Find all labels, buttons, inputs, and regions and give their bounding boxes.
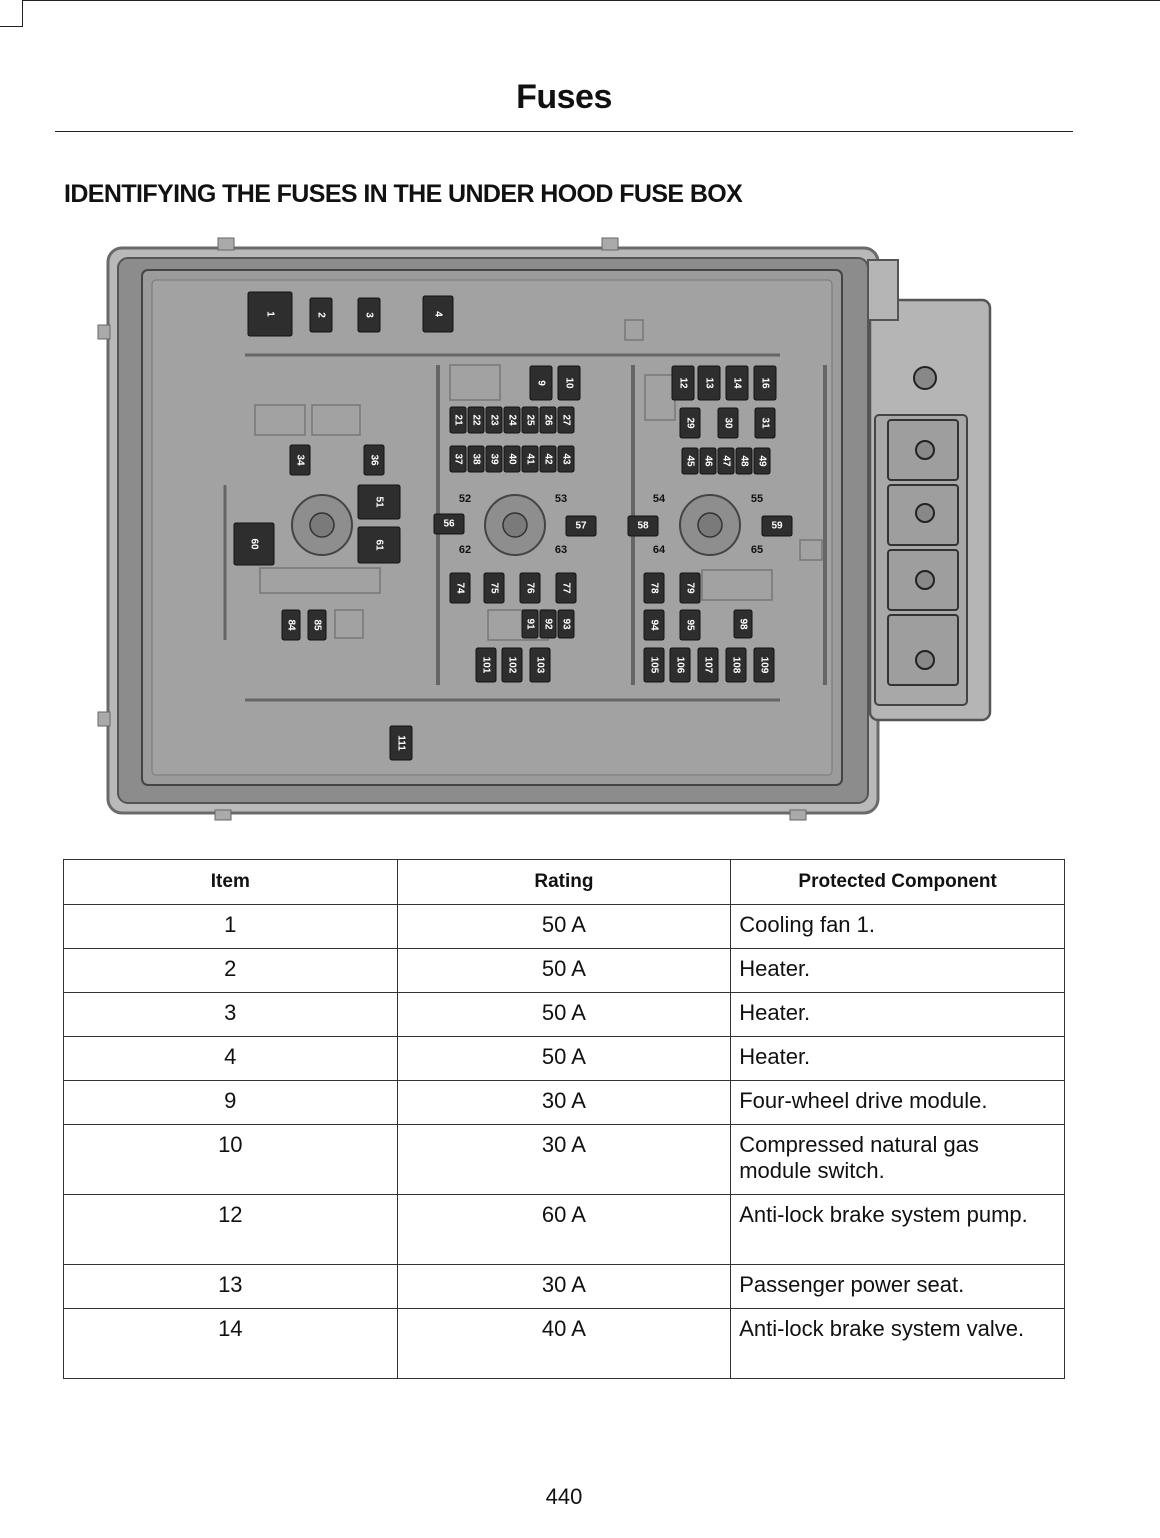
page-title: Fuses [516, 78, 612, 116]
fuse-103 [530, 648, 550, 682]
mount-tab [98, 325, 110, 339]
fuse-51 [358, 485, 400, 519]
cell-rating: 40 A [397, 1309, 731, 1379]
fuse-95 [680, 610, 700, 640]
fuse-label: 31 [759, 417, 771, 429]
fuse-label: 26 [542, 414, 554, 426]
column-header-component: Protected Component [731, 860, 1065, 905]
fuse-13 [698, 366, 720, 400]
fuse-49 [754, 448, 770, 474]
fuse-29 [680, 408, 700, 438]
fuse-58 [628, 516, 658, 536]
fuse-65 [751, 544, 763, 556]
fuse-25 [522, 407, 538, 433]
fuse-label: 27 [560, 414, 572, 426]
fuse-85 [308, 610, 326, 640]
table-row [64, 1309, 1065, 1379]
fuse-label: 105 [648, 656, 660, 674]
fuse-label: 36 [368, 454, 380, 466]
fuse-label: 106 [674, 656, 686, 674]
fuse-label: 93 [560, 618, 572, 630]
cell-item: 14 [64, 1309, 398, 1379]
fuse-42 [540, 446, 556, 472]
mount-tab [218, 238, 234, 250]
crop-line [22, 0, 1160, 1]
fuse-label: 64 [652, 544, 666, 556]
fuse-74 [450, 573, 470, 603]
cell-rating: 30 A [397, 1265, 731, 1309]
fuse-101 [476, 648, 496, 682]
fuse-label: 109 [758, 656, 770, 674]
table-row [64, 1081, 1065, 1125]
fuse-label: 78 [648, 582, 660, 594]
fuse-75 [484, 573, 504, 603]
fuse-46 [700, 448, 716, 474]
cell-component: Cooling fan 1. [731, 905, 1065, 949]
fuse-26 [540, 407, 556, 433]
fuse-label: 94 [648, 619, 660, 631]
fuse-label: 57 [575, 520, 587, 532]
fuse-92 [540, 610, 556, 638]
fuse-label: 52 [458, 493, 472, 505]
fuse-label: 107 [702, 656, 714, 674]
fuse-label: 58 [637, 520, 649, 532]
fuse-label: 45 [684, 455, 696, 467]
fuse-108 [726, 648, 746, 682]
fuse-61 [358, 527, 400, 563]
fuse-label: 38 [470, 453, 482, 465]
fuse-label: 23 [488, 414, 500, 426]
fuse-label: 9 [535, 380, 547, 386]
cell-component: Four-wheel drive module. [731, 1081, 1065, 1125]
fuse-label: 47 [720, 455, 732, 467]
fuse-12 [672, 366, 694, 400]
cell-component: Anti-lock brake system valve. [731, 1309, 1065, 1379]
cell-item: 3 [64, 993, 398, 1037]
fuse-label: 29 [684, 417, 696, 429]
fuse-label: 1 [264, 311, 276, 317]
fuse-78 [644, 573, 664, 603]
fuse-label: 76 [524, 582, 536, 594]
fuse-56 [434, 514, 464, 534]
fuse-52 [459, 493, 471, 505]
fuse-label: 46 [702, 455, 714, 467]
fuse-label: 41 [524, 453, 536, 465]
fuse-label: 21 [452, 414, 464, 426]
fuse-39 [486, 446, 502, 472]
cell-component: Heater. [731, 949, 1065, 993]
connector-latch [868, 260, 898, 320]
cell-item: 13 [64, 1265, 398, 1309]
fuse-47 [718, 448, 734, 474]
fuse-24 [504, 407, 520, 433]
fuse-label: 24 [506, 414, 518, 426]
fuse-93 [558, 610, 574, 638]
fuse-98 [734, 610, 752, 638]
fuse-label: 98 [737, 618, 749, 630]
fuse-64 [653, 544, 666, 556]
cell-rating: 50 A [397, 905, 731, 949]
fuse-48 [736, 448, 752, 474]
fuse-109 [754, 648, 774, 682]
fuse-label: 102 [506, 656, 518, 674]
fuse-label: 65 [750, 544, 764, 556]
mount-tab [98, 712, 110, 726]
fuse-111 [390, 726, 412, 760]
fuse-30 [718, 408, 738, 438]
fuse-label: 22 [470, 414, 482, 426]
cell-rating: 50 A [397, 993, 731, 1037]
fuse-79 [680, 573, 700, 603]
fuse-36 [364, 445, 384, 475]
fuse-38 [468, 446, 484, 472]
fuse-16 [754, 366, 776, 400]
fuse-59 [762, 516, 792, 536]
fuse-label: 16 [759, 377, 771, 389]
cell-component: Heater. [731, 993, 1065, 1037]
fuse-label: 60 [248, 538, 260, 550]
fuse-label: 91 [524, 618, 536, 630]
fuse-label: 75 [488, 582, 500, 594]
fuse-label: 95 [684, 619, 696, 631]
fuse-45 [682, 448, 698, 474]
fuse-63 [555, 544, 567, 556]
fuse-107 [698, 648, 718, 682]
fuse-label: 59 [771, 520, 783, 532]
fuse-53 [555, 493, 567, 505]
fuse-label: 63 [554, 544, 568, 556]
fuse-91 [522, 610, 538, 638]
crop-mark [0, 0, 23, 27]
fuse-55 [751, 493, 763, 505]
table-row [64, 1265, 1065, 1309]
cell-component: Compressed natural gas module switch. [731, 1125, 1065, 1195]
table-row [64, 1037, 1065, 1081]
fuse-2 [310, 298, 332, 332]
fuse-102 [502, 648, 522, 682]
cell-item: 1 [64, 905, 398, 949]
fuse-54 [653, 493, 666, 505]
fuse-40 [504, 446, 520, 472]
fuse-label: 42 [542, 453, 554, 465]
fuse-label: 30 [722, 417, 734, 429]
cell-rating: 30 A [397, 1081, 731, 1125]
fuse-label: 37 [452, 453, 464, 465]
table-row [64, 949, 1065, 993]
fuse-106 [670, 648, 690, 682]
fuse-label: 77 [560, 582, 572, 594]
fuse-22 [468, 407, 484, 433]
fuse-box-diagram [90, 230, 1010, 830]
fuse-3 [358, 298, 380, 332]
table-row [64, 905, 1065, 949]
fuse-10 [558, 366, 580, 400]
fuse-label: 101 [480, 656, 492, 674]
page-number: 440 [545, 1484, 583, 1509]
fuse-label: 10 [563, 377, 575, 389]
fuse-label: 4 [432, 311, 444, 317]
table-row [64, 1125, 1065, 1195]
fuse-4 [423, 296, 453, 332]
fuse-62 [459, 544, 471, 556]
fuse-76 [520, 573, 540, 603]
fuse-77 [556, 573, 576, 603]
fuse-label: 49 [756, 455, 768, 467]
fuse-9 [530, 366, 552, 400]
fuse-label: 55 [750, 493, 764, 505]
fuse-label: 85 [311, 619, 323, 631]
column-header-rating: Rating [397, 860, 731, 905]
fuse-60 [234, 523, 274, 565]
fuse-label: 103 [534, 656, 546, 674]
column-header-item: Item [64, 860, 398, 905]
fuse-label: 108 [730, 656, 742, 674]
cell-rating: 50 A [397, 949, 731, 993]
fuse-label: 62 [458, 544, 472, 556]
fuse-label: 34 [294, 454, 306, 466]
table-row [64, 1195, 1065, 1265]
fuse-31 [755, 408, 775, 438]
fuse-label: 53 [554, 493, 568, 505]
fuse-label: 40 [506, 453, 518, 465]
cell-component: Heater. [731, 1037, 1065, 1081]
fuse-label: 74 [454, 582, 466, 594]
fuse-43 [558, 446, 574, 472]
fuse-label: 51 [373, 496, 385, 508]
fuse-34 [290, 445, 310, 475]
fuse-14 [726, 366, 748, 400]
fuse-23 [486, 407, 502, 433]
fuse-21 [450, 407, 466, 433]
cell-component: Anti-lock brake system pump. [731, 1195, 1065, 1265]
mount-tab [215, 810, 231, 820]
fuse-label: 111 [395, 735, 407, 751]
cell-item: 4 [64, 1037, 398, 1081]
fuse-label: 84 [285, 619, 297, 631]
fuse-1 [248, 292, 292, 336]
fuse-label: 2 [315, 312, 327, 318]
fuse-label: 56 [443, 518, 455, 530]
fuse-label: 12 [677, 377, 689, 389]
fuse-label: 14 [731, 377, 743, 389]
mount-tab [602, 238, 618, 250]
fuse-label: 25 [524, 414, 536, 426]
cell-item: 10 [64, 1125, 398, 1195]
fuse-41 [522, 446, 538, 472]
cell-rating: 50 A [397, 1037, 731, 1081]
fuse-box-illustration [90, 230, 1010, 830]
section-heading: IDENTIFYING THE FUSES IN THE UNDER HOOD FUSE BOX [64, 180, 743, 208]
cell-rating: 30 A [397, 1125, 731, 1195]
fuse-label: 13 [703, 377, 715, 389]
cell-rating: 60 A [397, 1195, 731, 1265]
mount-tab [790, 810, 806, 820]
cell-item: 12 [64, 1195, 398, 1265]
fuse-37 [450, 446, 466, 472]
fuse-label: 92 [542, 618, 554, 630]
fuse-57 [566, 516, 596, 536]
fuse-label: 54 [652, 493, 666, 505]
fuse-84 [282, 610, 300, 640]
fuse-label: 61 [373, 539, 385, 551]
cell-component: Passenger power seat. [731, 1265, 1065, 1309]
fuse-label: 48 [738, 455, 750, 467]
fuse-27 [558, 407, 574, 433]
cell-item: 2 [64, 949, 398, 993]
title-divider [55, 131, 1073, 132]
fuse-label: 39 [488, 453, 500, 465]
fuse-label: 3 [363, 312, 375, 318]
fuse-table [63, 859, 1065, 1379]
fuse-label: 43 [560, 453, 572, 465]
table-row [64, 993, 1065, 1037]
fuse-label: 79 [684, 582, 696, 594]
fuse-94 [644, 610, 664, 640]
fuse-105 [644, 648, 664, 682]
cell-item: 9 [64, 1081, 398, 1125]
table-header-row [64, 860, 1065, 905]
